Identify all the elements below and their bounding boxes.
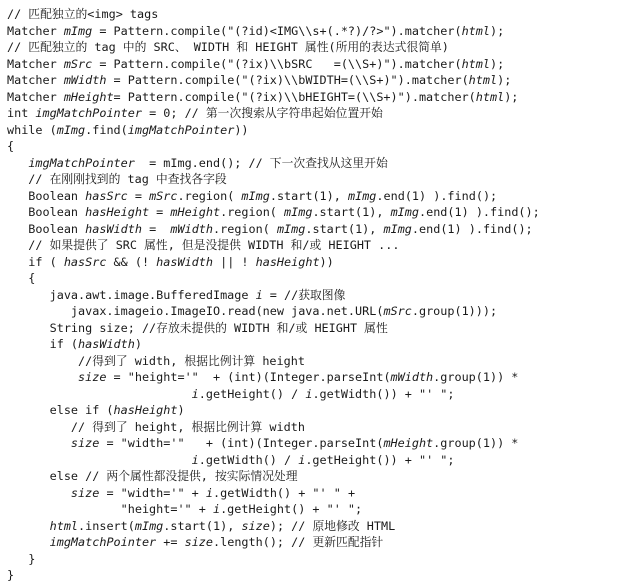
code-text: && (!: [106, 254, 157, 269]
code-text: = Pattern.compile("(?ix)\\bHEIGHT=(\\S+)").matcher(: [113, 89, 476, 104]
code-identifier: i: [191, 452, 199, 467]
code-text: );: [504, 89, 519, 104]
code-text: }: [7, 568, 15, 582]
code-text: =: [127, 188, 150, 203]
code-line: [7, 336, 625, 353]
code-text: || !: [213, 254, 256, 269]
code-line: [7, 468, 625, 485]
code-text: .end(1) ).find();: [419, 205, 540, 219]
code-identifier: size: [70, 485, 100, 500]
code-identifier: html: [468, 73, 498, 87]
code-text: String size; //存放未提供的 WIDTH 和/或 HEIGHT 属性: [7, 320, 388, 335]
code-text: {: [7, 271, 36, 285]
code-text: [7, 387, 192, 401]
code-identifier: mHeight: [63, 89, 114, 104]
code-text: ): [134, 337, 142, 351]
code-line: [7, 320, 625, 337]
code-text: else if (: [7, 403, 114, 417]
code-line: [7, 138, 625, 155]
code-identifier: mSrc: [383, 304, 412, 318]
code-text: .getHeight() /: [198, 386, 306, 401]
code-identifier: imgMatchPointer: [49, 535, 157, 549]
code-text: .region(: [213, 221, 277, 236]
code-text: ): [177, 403, 185, 417]
code-text: = 0; // 第一次搜索从字符串起始位置开始: [141, 106, 383, 120]
code-line: [7, 254, 625, 271]
code-text: Boolean: [7, 205, 86, 219]
code-text: .group(1)));: [411, 304, 498, 318]
code-text: Boolean: [7, 188, 86, 203]
code-text: // 匹配独立的<img> tags: [7, 7, 159, 21]
code-identifier: hasWidth: [156, 254, 213, 269]
code-text: = Pattern.compile("(?id)<IMG\\s+(.*?)/?>").matcher(: [92, 23, 462, 38]
code-identifier: mImg: [347, 188, 377, 203]
code-text: = "width='" +: [99, 485, 206, 500]
code-text: [7, 453, 192, 467]
code-text: // 匹配独立的 tag 中的 SRC、 WIDTH 和 HEIGHT 属性(所用的表达式很简单): [7, 40, 449, 54]
code-identifier: html: [49, 518, 79, 533]
code-text: .group(1)) *: [433, 436, 519, 450]
code-line: [7, 39, 625, 56]
code-text: {: [7, 139, 15, 153]
code-line: [7, 419, 625, 436]
code-text: .start(1),: [269, 188, 348, 203]
code-text: javax.imageio.ImageIO.read(new java.net.URL(: [7, 304, 384, 318]
code-line: [7, 6, 625, 23]
code-text: Matcher: [7, 23, 64, 38]
code-text: [7, 519, 50, 533]
code-text: .find(: [85, 122, 128, 137]
code-identifier: hasHeight: [255, 254, 320, 269]
code-identifier: size: [70, 436, 100, 450]
code-text: if (: [7, 337, 79, 351]
code-identifier: mImg: [241, 188, 270, 203]
code-text: [7, 535, 50, 549]
code-text: .getWidth() + "' " +: [213, 485, 356, 500]
code-line: [7, 237, 625, 254]
code-text: .start(1),: [312, 205, 391, 219]
code-text: [7, 370, 78, 384]
code-line: [7, 89, 625, 106]
code-text: = mImg.end(); // 下一次查找从这里开始: [134, 155, 388, 170]
code-identifier: hasHeight: [113, 403, 178, 417]
code-text: .region(: [177, 188, 242, 203]
code-line: [7, 72, 625, 89]
code-text: +=: [156, 535, 185, 549]
code-text: // 在刚刚找到的 tag 中查找各字段: [7, 172, 227, 186]
code-text: [7, 156, 28, 170]
code-line: [7, 270, 625, 287]
code-line: [7, 551, 625, 568]
code-line: [7, 287, 625, 304]
code-identifier: size: [78, 370, 107, 384]
code-line: [7, 452, 625, 469]
code-text: );: [497, 73, 512, 87]
code-line: [7, 204, 625, 221]
code-text: .start(1),: [163, 518, 242, 533]
code-text: = Pattern.compile("(?ix)\\bWIDTH=(\\S+)").matcher(: [106, 73, 469, 87]
code-identifier: mImg: [276, 221, 306, 236]
code-text: Matcher: [7, 89, 64, 104]
code-line: [7, 534, 625, 551]
code-identifier: imgMatchPointer: [127, 122, 235, 137]
code-identifier: html: [461, 56, 490, 71]
code-line: [7, 435, 625, 452]
code-identifier: html: [461, 23, 490, 38]
code-identifier: i: [212, 502, 221, 516]
code-line: [7, 188, 625, 205]
code-text: java.awt.image.BufferedImage: [7, 287, 256, 302]
code-text: = //获取图像: [262, 287, 346, 302]
code-identifier: imgMatchPointer: [28, 155, 135, 170]
code-line: [7, 369, 625, 386]
code-line: [7, 221, 625, 238]
code-text: .group(1)) *: [433, 370, 519, 384]
code-identifier: i: [205, 485, 213, 500]
code-text: // 如果提供了 SRC 属性, 但是没提供 WIDTH 和/或 HEIGHT ...: [7, 238, 400, 252]
code-line: [7, 567, 625, 584]
code-text: }: [7, 551, 36, 566]
code-identifier: mImg: [284, 205, 313, 219]
code-text: [7, 486, 71, 500]
code-text: = Pattern.compile("(?ix)\\bSRC =(\\S+)").matcher(: [92, 56, 462, 71]
code-identifier: mImg: [63, 23, 93, 38]
code-text: .length(); // 更新匹配指针: [213, 535, 384, 549]
code-identifier: hasHeight: [85, 205, 150, 219]
code-text: .getHeight()) + "' ";: [305, 452, 455, 467]
code-line: [7, 518, 625, 535]
code-line: [7, 402, 625, 419]
code-text: );: [490, 56, 505, 71]
code-line: [7, 122, 625, 139]
code-text: [7, 436, 71, 450]
code-identifier: mSrc: [63, 56, 93, 71]
code-identifier: hasSrc: [85, 188, 128, 203]
code-identifier: mWidth: [170, 221, 214, 236]
code-text: = "width='" + (int)(Integer.parseInt(: [99, 436, 384, 450]
code-identifier: mHeight: [383, 436, 434, 450]
code-text: // 得到了 height, 根据比例计算 width: [7, 419, 305, 434]
code-text: Boolean: [7, 221, 86, 236]
code-identifier: mWidth: [390, 370, 434, 384]
code-text: =: [141, 221, 171, 236]
code-line: [7, 386, 625, 403]
code-identifier: mSrc: [149, 188, 178, 203]
code-line: [7, 485, 625, 502]
code-text: //得到了 width, 根据比例计算 height: [7, 353, 305, 368]
code-text: else // 两个属性都没提供, 按实际情况处理: [7, 469, 298, 483]
code-text: while (: [7, 122, 57, 137]
code-text: .insert(: [78, 518, 135, 533]
code-line: [7, 155, 625, 172]
code-line: [7, 105, 625, 122]
code-identifier: i: [298, 452, 306, 467]
code-identifier: mImg: [390, 205, 419, 219]
code-listing: [7, 6, 625, 584]
code-text: )): [319, 254, 334, 269]
code-identifier: hasSrc: [63, 254, 107, 269]
code-identifier: mImg: [56, 122, 86, 137]
code-text: Matcher: [7, 73, 64, 87]
code-text: .start(1),: [305, 221, 384, 236]
code-identifier: mHeight: [170, 205, 221, 219]
code-text: );: [490, 23, 505, 38]
code-line: [7, 353, 625, 370]
code-text: .end(1) ).find();: [411, 221, 533, 236]
code-line: [7, 501, 625, 518]
code-identifier: i: [305, 386, 313, 401]
code-text: .region(: [220, 205, 285, 219]
code-text: if (: [7, 254, 64, 269]
code-text: int: [7, 106, 36, 120]
code-text: = "height='" + (int)(Integer.parseInt(: [106, 370, 391, 384]
code-text: "height='" +: [7, 502, 213, 516]
code-identifier: mImg: [134, 518, 164, 533]
code-identifier: mImg: [383, 221, 412, 236]
code-text: Matcher: [7, 56, 64, 71]
code-identifier: hasWidth: [85, 221, 142, 236]
code-line: [7, 303, 625, 320]
code-identifier: i: [191, 386, 199, 401]
code-text: .end(1) ).find();: [376, 188, 498, 203]
code-line: [7, 171, 625, 188]
code-identifier: size: [184, 535, 214, 549]
code-identifier: html: [475, 89, 505, 104]
code-identifier: i: [255, 287, 263, 302]
code-line: [7, 23, 625, 40]
code-text: .getHeight() + "' ";: [220, 502, 363, 516]
code-identifier: size: [241, 518, 270, 533]
code-identifier: hasWidth: [78, 337, 135, 351]
code-text: =: [149, 205, 171, 219]
code-text: ); // 原地修改 HTML: [269, 518, 396, 533]
code-identifier: imgMatchPointer: [35, 106, 142, 120]
code-text: .getWidth() /: [198, 452, 299, 467]
code-text: )): [234, 122, 249, 137]
code-text: .getWidth()) + "' ";: [312, 386, 455, 401]
code-line: [7, 56, 625, 73]
code-identifier: mWidth: [63, 73, 107, 87]
